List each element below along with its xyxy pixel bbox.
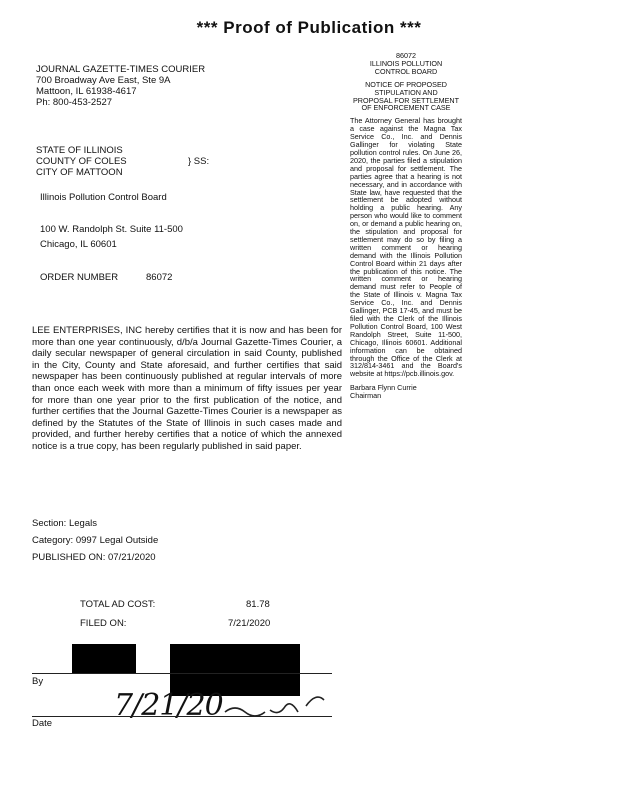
redaction-box [72,644,136,674]
category-line: Category: 0997 Legal Outside [32,535,159,546]
notice-signer [350,384,462,400]
handwritten-date: 7/21/20 [114,688,223,723]
notice-agency-2: CONTROL BOARD [374,66,438,76]
total-cost-value: 81.78 [246,599,270,610]
notice-title-3: PROPOSAL FOR SETTLEMENT [353,95,459,105]
notice-agency-1: ILLINOIS POLLUTION [369,58,443,68]
notice-title-1: NOTICE OF PROPOSED [365,79,447,89]
notice-title-4: OF ENFORCEMENT CASE [361,103,451,113]
certification-text: LEE ENTERPRISES, INC hereby certifies that it is now and has been for more than one year continuously, d/b/a Journal Gazette-Times Courier, a daily secular newspaper of general circulation in said County, published in the City, County and State aforesaid, and further certifies that said newspaper has been continuously published at regular intervals of more than once each week with more than a minimum of fifty issues per year for more than one year prior to the first publication of the notice, and further certifies that the Journal Gazette-Times Courier is a newspaper as defined by the Statutes of the State of Illinois in such cases made and provided, and further hereby certifies that a notice of which the annexed notice is a true copy, has been regularly published in said paper. [32,325,342,452]
signature-line [32,673,332,674]
state-block [36,145,127,178]
notice-header [350,52,462,112]
county-line: COUNTY OF COLES [36,156,127,167]
notice-body: The Attorney General has brought a case against the Magna Tax Service Co., Inc. and Dennis Gallinger for violating State pollution control rules. On June 26, 2020, the parties filed a stipulation and proposal for settlement. The parties agree that a hearing is not necessary, and in accordance with State law, have requested that the settlement be adopted without holding a public hearing. Any person who would like to comment on, or demand a public hearing on, the stipulation and proposal for settlement may do so by filing a written comment or hearing demand with the Illinois Pollution Control Board within 21 days after the publication of this notice. The written comment or hearing demand must refer to People of the State of Illinois v. Magna Tax Service Co., Inc. and Dennis Gallinger, PCB 17-45, and must be filed with the Clerk of the Illinois Pollution Control Board, 100 West Randolph Street, Suite 11-500, Chicago, Illinois 60601. Additional information can be obtained through the Office of the Clerk at 312/814-3461 and the Board's website at https://pcb.illinois.gov. [350,116,462,379]
order-number-label: ORDER NUMBER [40,272,119,283]
state-line: STATE OF ILLINOIS [36,145,123,156]
publisher-address: 700 Broadway Ave East, Ste 9A [36,75,171,86]
legal-notice [350,52,462,400]
publisher-city: Mattoon, IL 61938-4617 [36,86,137,97]
published-line: PUBLISHED ON: 07/21/2020 [32,552,156,563]
addressee-street: 100 W. Randolph St. Suite 11-500 [40,224,183,235]
total-cost-label: TOTAL AD COST: [80,599,156,610]
notice-title-2: STIPULATION AND [374,87,438,97]
date-label: Date [32,718,53,729]
signer-title: Chairman [350,391,382,401]
publisher-phone: Ph: 800-453-2527 [36,97,113,108]
signer-name: Barbara Flynn Currie [350,383,417,393]
addressee-name: Illinois Pollution Control Board [40,192,167,203]
order-number-value: 86072 [146,272,173,283]
section-line: Section: Legals [32,518,97,529]
filed-on-value: 7/21/2020 [228,618,271,629]
publisher-block [36,64,205,108]
ss-mark: } SS: [188,156,210,167]
city-line: CITY OF MATTOON [36,167,123,178]
date-line [32,716,332,717]
publisher-name: JOURNAL GAZETTE-TIMES COURIER [36,64,206,75]
by-label: By [32,676,44,687]
page-title: *** Proof of Publication *** [196,18,422,37]
filed-on-label: FILED ON: [80,618,127,629]
addressee-city: Chicago, IL 60601 [40,239,117,250]
notice-number: 86072 [396,51,416,60]
